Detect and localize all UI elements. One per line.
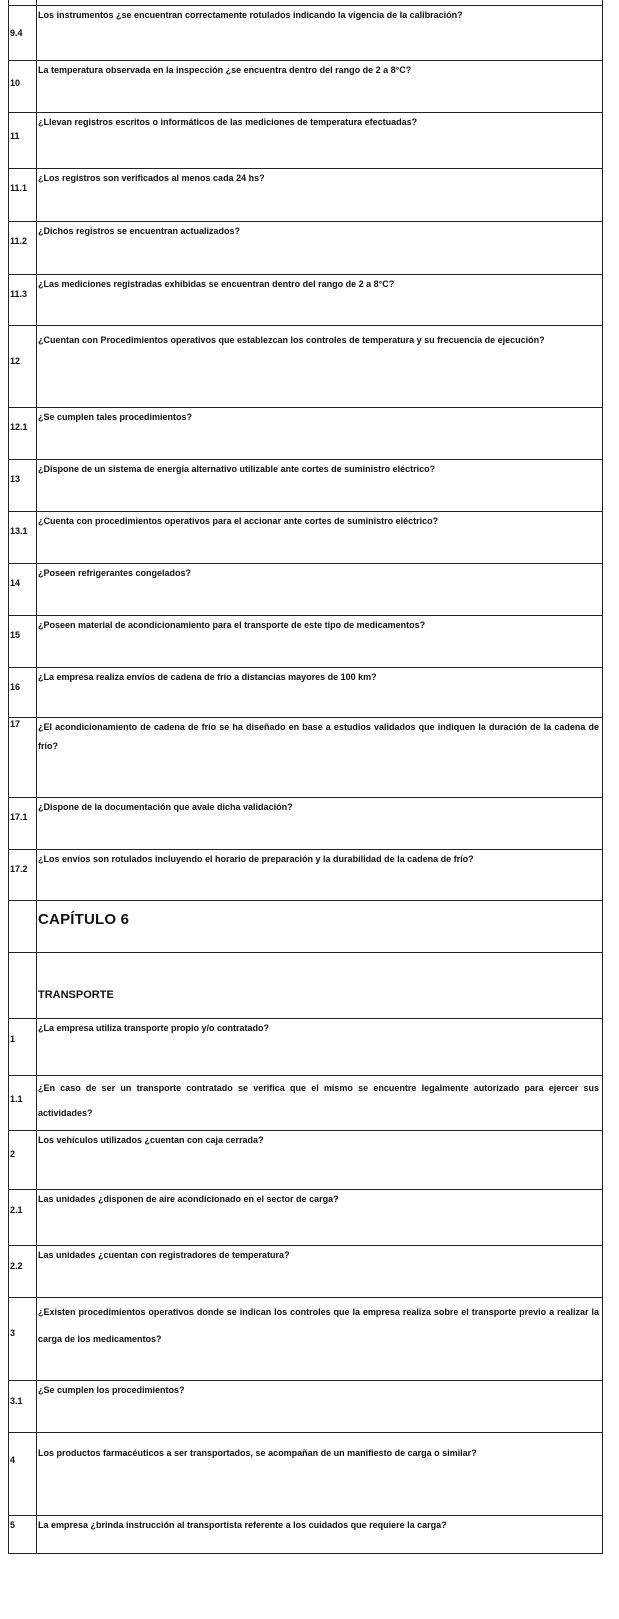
item-number: 2.1 [10,1205,23,1215]
chapter-row [8,900,603,952]
question-text: La empresa ¿brinda instrucción al transportista referente a los cuidados que requiere la carga? [38,1520,447,1530]
section-title: TRANSPORTE [38,989,114,1001]
question-text: La temperatura observada en la inspección ¿se encuentra dentro del rango de 2 a 8°C? [38,65,412,75]
item-number: 15 [10,630,21,640]
table-row [8,615,603,667]
question-text: ¿Se cumplen los procedimientos? [38,1385,185,1395]
item-number: 11.3 [10,289,28,299]
question-text: ¿La empresa realiza envíos de cadena de frío a distancias mayores de 100 km? [38,672,377,682]
question-text: ¿Cuentan con Procedimientos operativos que establezcan los controles de temperatura y su frecuencia de ejecución? [38,335,545,345]
question-text: Los vehículos utilizados ¿cuentan con caja cerrada? [38,1135,264,1145]
table-row [8,168,603,221]
item-number: 13 [10,474,21,484]
table-row [8,325,603,407]
table-row [8,459,603,511]
question-text: ¿Dispone de la documentación que avale dicha validación? [38,802,293,812]
table-row [8,274,603,325]
table-row [8,1432,603,1515]
item-number: 4 [10,1455,16,1465]
question-text: ¿Poseen material de acondicionamiento para el transporte de este tipo de medicamentos? [38,620,426,630]
question-text: ¿En caso de ser un transporte contratado se verifica que el mismo se encuentre legalmente autorizado para ejercer sus actividades? [38,1083,599,1118]
table-row [8,5,603,52]
question-text: Los productos farmacéuticos a ser transportados, se acompañan de un manifiesto de carga o similar? [38,1448,477,1458]
table-row [8,511,603,563]
item-number: 1.1 [10,1094,23,1104]
question-text: ¿Dichos registros se encuentran actualizados? [38,226,241,236]
table-row [8,717,603,797]
item-number: 11.2 [10,236,28,246]
item-number: 1 [10,1034,16,1044]
table-row [8,112,603,168]
item-number: 17.2 [10,864,28,874]
table-row [8,1245,603,1297]
table-row [8,60,603,112]
table-row [8,797,603,849]
table-row [8,1189,603,1245]
question-text: Las unidades ¿cuentan con registradores de temperatura? [38,1250,290,1260]
table-row [8,1018,603,1075]
table-row [8,221,603,274]
item-number: 11.1 [10,183,28,193]
question-text: ¿Poseen refrigerantes congelados? [38,568,192,578]
item-number: 3 [10,1328,16,1338]
item-number: 13.1 [10,526,28,536]
chapter-title: CAPÍTULO 6 [38,911,130,928]
table-row [8,1130,603,1189]
table-row [8,667,603,717]
item-number: 14 [10,578,21,588]
item-number: 10 [10,78,21,88]
question-text: ¿Los registros son verificados al menos cada 24 hs? [38,173,265,183]
item-number: 11 [10,131,20,141]
question-text: Las unidades ¿disponen de aire acondicionado en el sector de carga? [38,1194,339,1204]
question-text: ¿Se cumplen tales procedimientos? [38,412,193,422]
item-number: 2.2 [10,1261,23,1271]
question-text: ¿Existen procedimientos operativos donde se indican los controles que la empresa realiza sobre el transporte previo a realizar la carga de los medicamentos? [38,1307,599,1344]
table-row [8,407,603,459]
item-number: 16 [10,682,21,692]
question-text: ¿Dispone de un sistema de energía alternativo utilizable ante cortes de suministro eléctrico? [38,464,436,474]
item-number: 9.4 [10,28,23,38]
item-number: 12 [10,356,21,366]
item-number: 3.1 [10,1396,23,1406]
question-text: ¿El acondicionamiento de cadena de frío se ha diseñado en base a estudios validados que indiquen la duración de la cadena de frío? [38,722,599,751]
table-row [8,563,603,615]
item-number: 17 [10,719,21,729]
table-bottom-border [8,1553,603,1554]
table-row [8,1380,603,1432]
question-text: ¿Los envíos son rotulados incluyendo el horario de preparación y la durabilidad de la cadena de frío? [38,854,474,864]
table-row [8,849,603,900]
question-text: Los instrumentos ¿se encuentran correctamente rotulados indicando la vigencia de la calibración? [38,10,463,20]
question-text: ¿La empresa utiliza transporte propio y/o contratado? [38,1023,270,1033]
item-number: 2 [10,1149,16,1159]
item-number: 5 [10,1520,16,1530]
question-text: ¿Las mediciones registradas exhibidas se encuentran dentro del rango de 2 a 8°C? [38,279,395,289]
table-row [8,1075,603,1130]
question-text: ¿Llevan registros escritos o informáticos de las mediciones de temperatura efectuadas? [38,117,418,127]
table-row [8,1515,603,1553]
question-text: ¿Cuenta con procedimientos operativos para el accionar ante cortes de suministro eléctrico? [38,516,439,526]
item-number: 17.1 [10,812,28,822]
table-row [8,1297,603,1380]
item-number: 12.1 [10,422,28,432]
section-row [8,952,603,1018]
